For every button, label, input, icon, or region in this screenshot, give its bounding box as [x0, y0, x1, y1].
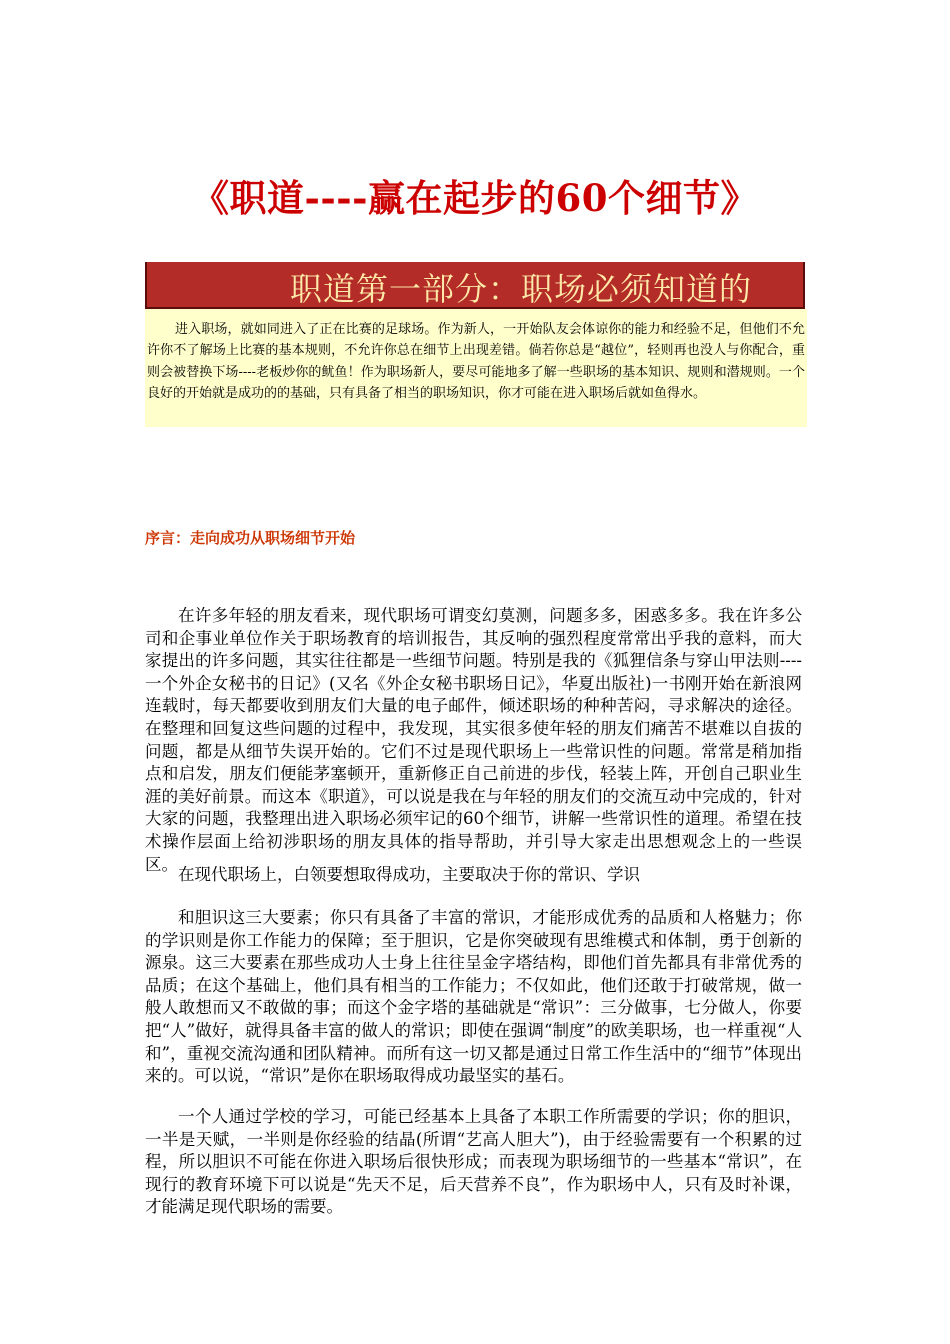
part-banner-title: 职道第一部分：职场必须知道的 [290, 270, 753, 308]
body-paragraph: 在现代职场上，白领要想取得成功，主要取决于你的常识、学识 [178, 865, 640, 884]
body-paragraph: 和胆识这三大要素；你只有具备了丰富的常识，才能形成优秀的品质和人格魅力；你的学识则是你工作能力的保障；至于胆识，它是你突破现有思维模式和体制，勇于创新的源泉。这三大要素在那些成功人士身上往往呈金字塔结构，即他们首先都具有非常优秀的品质；在这个基础上，他们具有相当的工作能力；不仅如此，他们还敢于打破常规，做一般人敢想而又不敢做的事；而这个金字塔的基础就是“常识”：三分做事，七分做人，你要把“人”做好，就得具备丰富的做人的常识；即使在强调“制度”的欧美职场，也一样重视“人和”，重视交流沟通和团队精神。而所有这一切又都是通过日常工作生活中的“细节”体现出来的。可以说，“常识”是你在职场取得成功最坚实的基石。 [145, 908, 802, 1086]
preface-heading: 序言：走向成功从职场细节开始 [145, 529, 356, 547]
document-title: 《职道----赢在起步的60个细节》 [192, 176, 758, 220]
body-paragraph: 在许多年轻的朋友看来，现代职场可谓变幻莫测，问题多多，困惑多多。我在许多公司和企事业单位作关于职场教育的培训报告，其反响的强烈程度常常出乎我的意料，而大家提出的许多问题，其实往往都是一些细节问题。特别是我的《狐狸信条与穿山甲法则----一个外企女秘书的日记》(又名《外企女秘书职场日记》，华夏出版社)一书刚开始在新浪网连载时，每天都要收到朋友们大量的电子邮件，倾述职场的种种苦闷，寻求解决的途径。在整理和回复这些问题的过程中，我发现，其实很多使年轻的朋友们痛苦不堪难以自拔的问题，都是从细节失误开始的。它们不过是现代职场上一些常识性的问题。常常是稍加指点和启发，朋友们便能茅塞顿开，重新修正自己前进的步伐，轻装上阵，开创自己职业生涯的美好前景。而这本《职道》，可以说是我在与年轻的朋友们的交流互动中完成的，针对大家的问题，我整理出进入职场必须牢记的60个细节，讲解一些常识性的道理。希望在技术操作层面上给初涉职场的朋友具体的指导帮助，并引导大家走出思想观念上的一些误区。 [145, 606, 802, 874]
part-banner [145, 262, 805, 309]
body-paragraph: 一个人通过学校的学习，可能已经基本上具备了本职工作所需要的学识；你的胆识，一半是天赋，一半则是你经验的结晶(所谓“艺高人胆大”)，由于经验需要有一个积累的过程，所以胆识不可能在你进入职场后很快形成；而表现为职场细节的一些基本“常识”，在现行的教育环境下可以说是“先天不足，后天营养不良”，作为职场中人，只有及时补课，才能满足现代职场的需要。 [145, 1107, 802, 1217]
intro-paragraph: 进入职场，就如同进入了正在比赛的足球场。作为新人，一开始队友会体谅你的能力和经验不足，但他们不允许你不了解场上比赛的基本规则，不允许你总在细节上出现差错。倘若你总是“越位”，轻则再也没人与你配合，重则会被替换下场----老板炒你的鱿鱼！作为职场新人，要尽可能地多了解一些职场的基本知识、规则和潜规则。一个良好的开始就是成功的的基础，只有具备了相当的职场知识，你才可能在进入职场后就如鱼得水。 [145, 309, 807, 427]
